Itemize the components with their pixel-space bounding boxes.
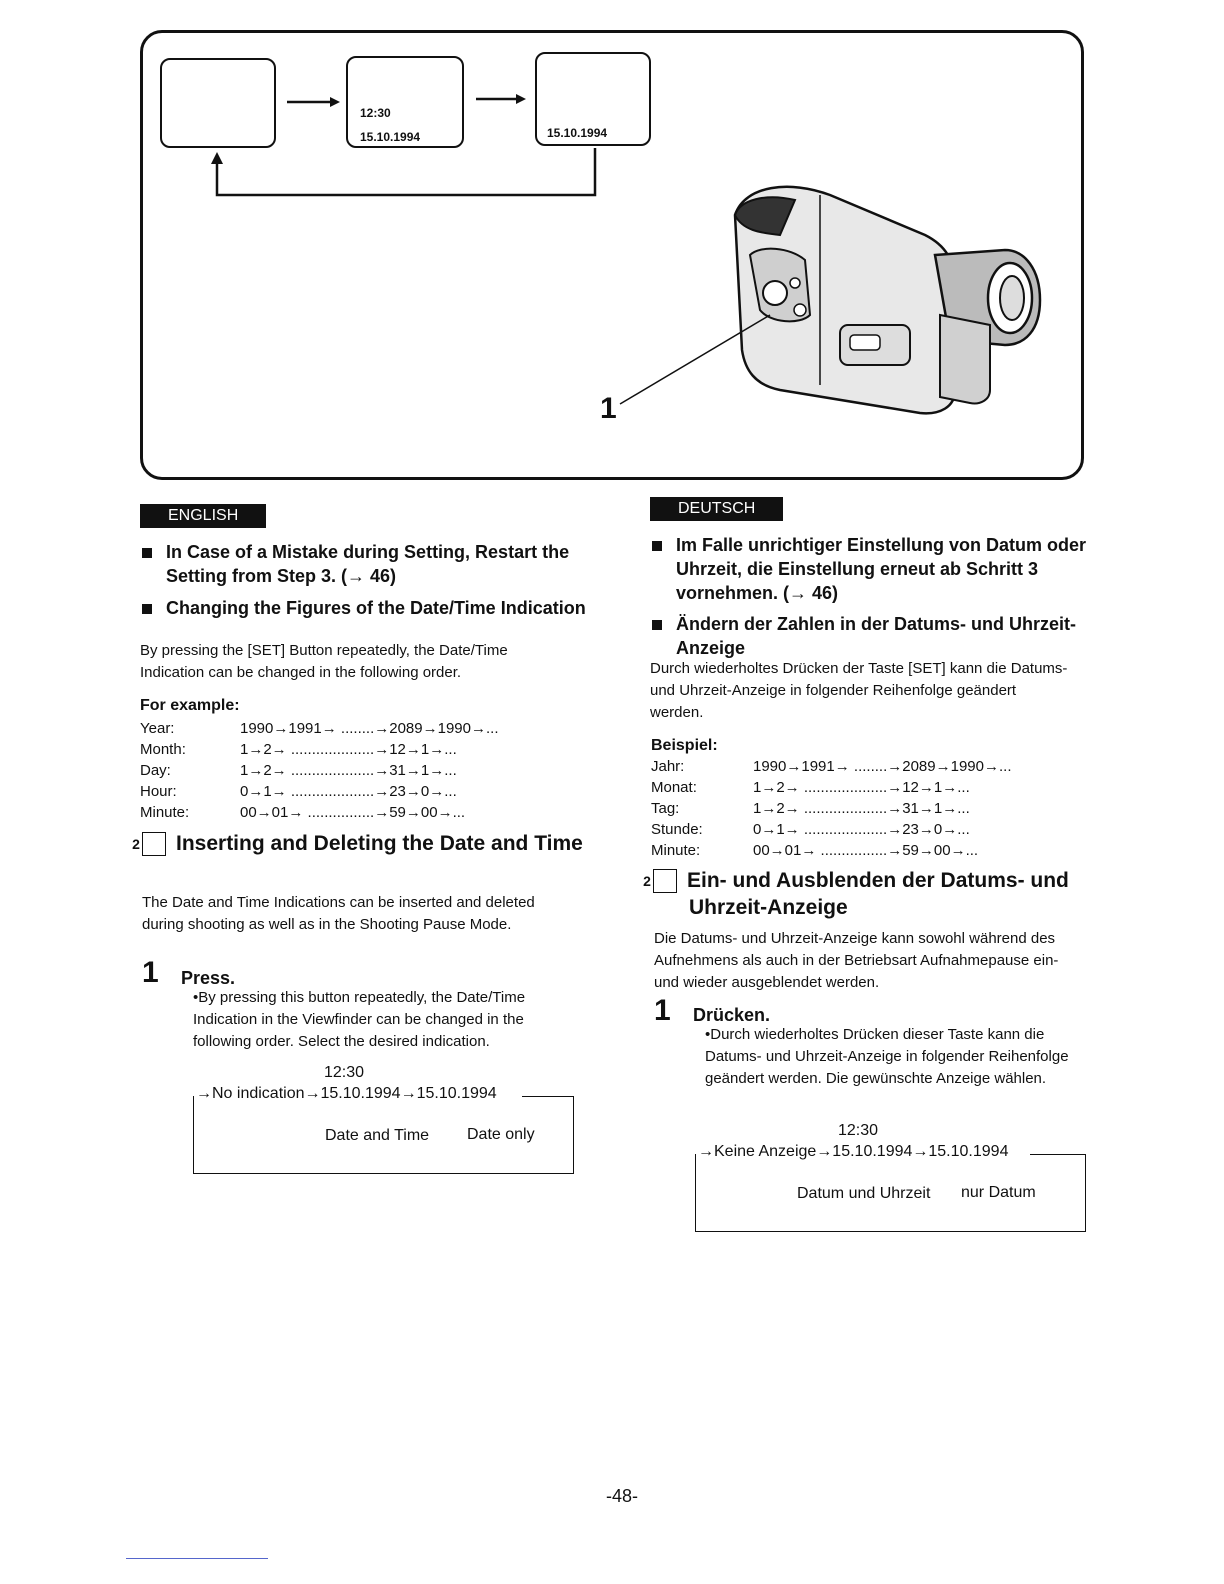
deutsch-changing-text: Durch wiederholtes Drücken der Taste [SET] kann die Datums- und Uhrzeit-Anzeige in folgender Reihenfolge geändert werden. [650, 660, 1068, 721]
deutsch-section-2-text: Die Datums- und Uhrzeit-Anzeige kann sowohl während des Aufnehmens als auch in der Betriebsart Aufnahmepause ein- und wieder ausgeblendet werden. [654, 930, 1059, 991]
english-section-2-heading: 2 Inserting and Deleting the Date and Time [132, 832, 583, 855]
deutsch-step-text: •Durch wiederholtes Drücken dieser Taste kann die Datums- und Uhrzeit-Anzeige in folgender Reihenfolge geändert werden. Die gewünschte Anzeige wählen. [705, 1026, 1069, 1087]
deutsch-example-title: Beispiel: [651, 737, 718, 754]
english-section-2-text: The Date and Time Indications can be inserted and deleted during shooting as well as in the Shooting Pause Mode. [142, 894, 535, 933]
deutsch-seq-line: →Keine Anzeige→15.10.1994→15.10.1994 [698, 1143, 1009, 1160]
screen-date: 15.10.1994 [360, 130, 421, 144]
deutsch-section-2-heading: 2 Ein- und Ausblenden der Datums- und Uhrzeit-Anzeige [643, 869, 1069, 919]
deutsch-seq-label-a: Datum und Uhrzeit [797, 1185, 931, 1202]
screen-time: 12:30 [360, 106, 391, 120]
english-step-title: Press. [181, 968, 236, 988]
deutsch-heading-changing: Ändern der Zahlen in der Datums- und Uhrzeit-Anzeige [650, 612, 1096, 660]
screen-date: 15.10.1994 [547, 126, 608, 140]
deutsch-seq-label-b: nur Datum [961, 1184, 1036, 1201]
english-label: ENGLISH [140, 504, 266, 528]
english-seq-label-a: Date and Time [325, 1127, 430, 1144]
english-step-number: 1 [142, 956, 159, 989]
section-number-box: 2 [653, 869, 677, 893]
english-step-text: •By pressing this button repeatedly, the Date/Time Indication in the Viewfinder can be changed in the following order. Select the desired indication. [193, 989, 526, 1050]
deutsch-heading-mistake: Im Falle unrichtiger Einstellung von Datum oder Uhrzeit, die Einstellung erneut ab Schritt 3 vornehmen. (→ 46) [650, 533, 1096, 605]
deutsch-label: DEUTSCH [650, 497, 783, 521]
deutsch-seq-time: 12:30 [838, 1122, 879, 1139]
bottom-rule [126, 1558, 268, 1559]
english-changing-text: By pressing the [SET] Button repeatedly, the Date/Time Indication can be changed in the following order. [140, 642, 508, 681]
english-heading-changing: Changing the Figures of the Date/Time Indication [140, 596, 586, 620]
english-example-title: For example: [140, 697, 240, 714]
page-number: -48- [606, 1486, 639, 1506]
deutsch-step-number: 1 [654, 994, 671, 1027]
section-number-box: 2 [142, 832, 166, 856]
callout-number: 1 [600, 392, 617, 425]
deutsch-step-title: Drücken. [693, 1005, 771, 1025]
english-seq-time: 12:30 [324, 1064, 365, 1081]
english-heading-mistake: In Case of a Mistake during Setting, Restart the Setting from Step 3. (→ 46) [140, 540, 586, 588]
english-seq-line: →No indication→15.10.1994→15.10.1994 [196, 1085, 497, 1102]
english-seq-label-b: Date only [467, 1126, 535, 1143]
